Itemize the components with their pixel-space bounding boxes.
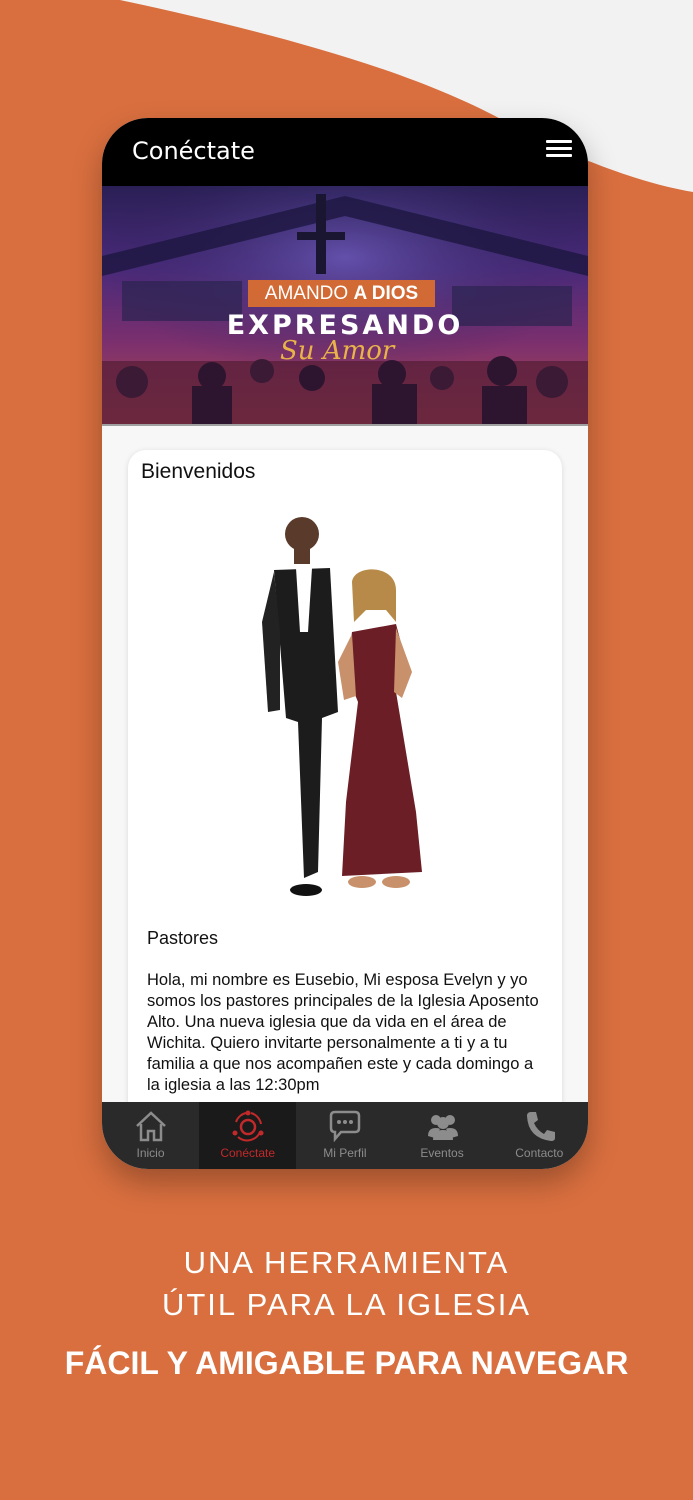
pastors-description: Hola, mi nombre es Eusebio, Mi esposa Evelyn y yo somos los pastores principales de la Iglesia Aposento Alto. Una nueva iglesia que da vida en el área de Wichita. Quiero invitarte personalmente a ti y a tu familia a que nos acompañen este y cada domingo a la iglesia a las 12:30pm [147,971,539,1094]
hero-banner [102,186,588,426]
bottom-navigation [102,1102,588,1169]
people-icon [425,1110,461,1142]
banner-headline-light: AMANDO [264,283,354,304]
hamburger-menu-icon[interactable] [546,140,572,162]
banner-headline [248,280,435,307]
nav-item-mi-perfil[interactable] [296,1102,393,1169]
nav-label-mi-perfil: Mi Perfil [323,1146,367,1160]
app-header [102,118,588,186]
section-title: Pastores [147,928,219,948]
nav-label-conectate: Conéctate [220,1146,276,1160]
nav-item-eventos[interactable] [394,1102,491,1169]
chat-bubble-icon [327,1110,363,1142]
welcome-card [128,450,562,1150]
phone-icon [522,1110,558,1142]
page-title: Conéctate [132,137,255,165]
content-area [102,426,588,1102]
card-title: Bienvenidos [141,460,256,483]
nav-item-contacto[interactable] [491,1102,588,1169]
nav-label-contacto: Contacto [515,1146,564,1160]
nav-label-inicio: Inicio [136,1146,165,1160]
home-icon [133,1110,169,1142]
banner-script-text: Su Amor [280,336,395,366]
nav-item-inicio[interactable] [102,1102,199,1169]
tagline-line2: ÚTIL PARA LA IGLESIA [161,1287,532,1322]
nav-label-eventos: Eventos [420,1146,464,1160]
pastors-photo [246,512,446,904]
banner-headline-bold: A DIOS [353,283,419,304]
tagline-line1: UNA HERRAMIENTA [183,1245,510,1280]
connect-icon [230,1110,266,1142]
tagline-line3: FÁCIL Y AMIGABLE PARA NAVEGAR [64,1345,629,1381]
phone-frame [102,118,588,1169]
banner-title: EXPRESANDO [226,310,464,341]
nav-item-conectate[interactable] [199,1102,296,1169]
